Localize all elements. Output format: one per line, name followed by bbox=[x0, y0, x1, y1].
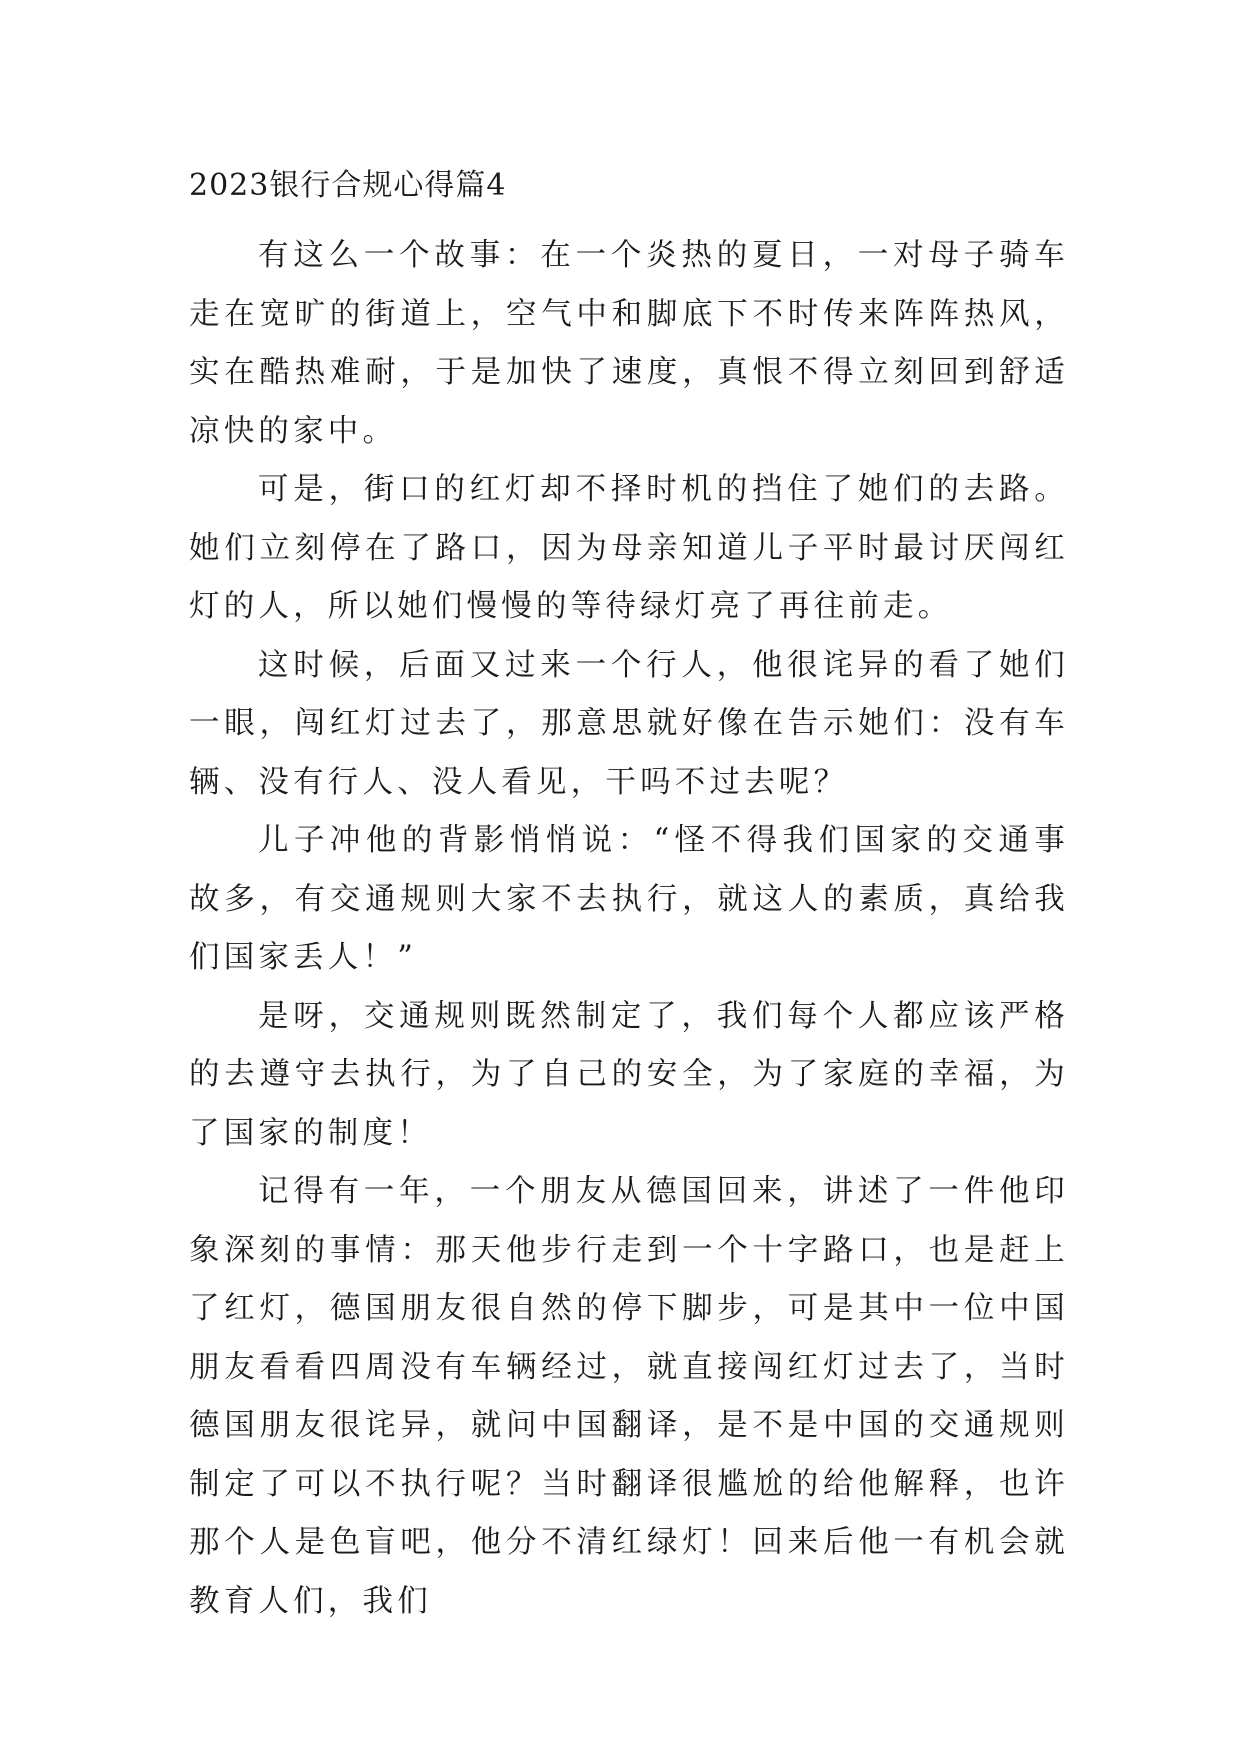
paragraph-6: 记得有一年，一个朋友从德国回来，讲述了一件他印象深刻的事情：那天他步行走到一个十字路口，也是赶上了红灯，德国朋友很自然的停下脚步，可是其中一位中国朋友看看四周没有车辆经过，就直接闯红灯过去了，当时德国朋友很诧异，就问中国翻译，是不是中国的交通规则制定了可以不执行呢？当时翻译很尴尬的给他解释，也许那个人是色盲吧，他分不清红绿灯！回来后他一有机会就教育人们，我们 bbox=[189, 1174, 1069, 1619]
document-body bbox=[189, 227, 1069, 1631]
paragraph-4: 儿子冲他的背影悄悄说：“怪不得我们国家的交通事故多，有交通规则大家不去执行，就这人的素质，真给我们国家丢人！” bbox=[189, 823, 1069, 975]
paragraph-5: 是呀，交通规则既然制定了，我们每个人都应该严格的去遵守去执行，为了自己的安全，为了家庭的幸福，为了国家的制度！ bbox=[189, 998, 1069, 1151]
paragraph-3: 这时候，后面又过来一个行人，他很诧异的看了她们一眼，闯红灯过去了，那意思就好像在告示她们：没有车辆、没有行人、没人看见，干吗不过去呢？ bbox=[189, 647, 1069, 800]
paragraph-2: 可是，街口的红灯却不择时机的挡住了她们的去路。她们立刻停在了路口，因为母亲知道儿子平时最讨厌闯红灯的人，所以她们慢慢的等待绿灯亮了再往前走。 bbox=[189, 472, 1069, 624]
paragraph-1: 有这么一个故事：在一个炎热的夏日，一对母子骑车走在宽旷的街道上，空气中和脚底下不时传来阵阵热风，实在酷热难耐，于是加快了速度，真恨不得立刻回到舒适凉快的家中。 bbox=[189, 238, 1069, 449]
document-title: 2023银行合规心得篇4 bbox=[189, 168, 507, 203]
